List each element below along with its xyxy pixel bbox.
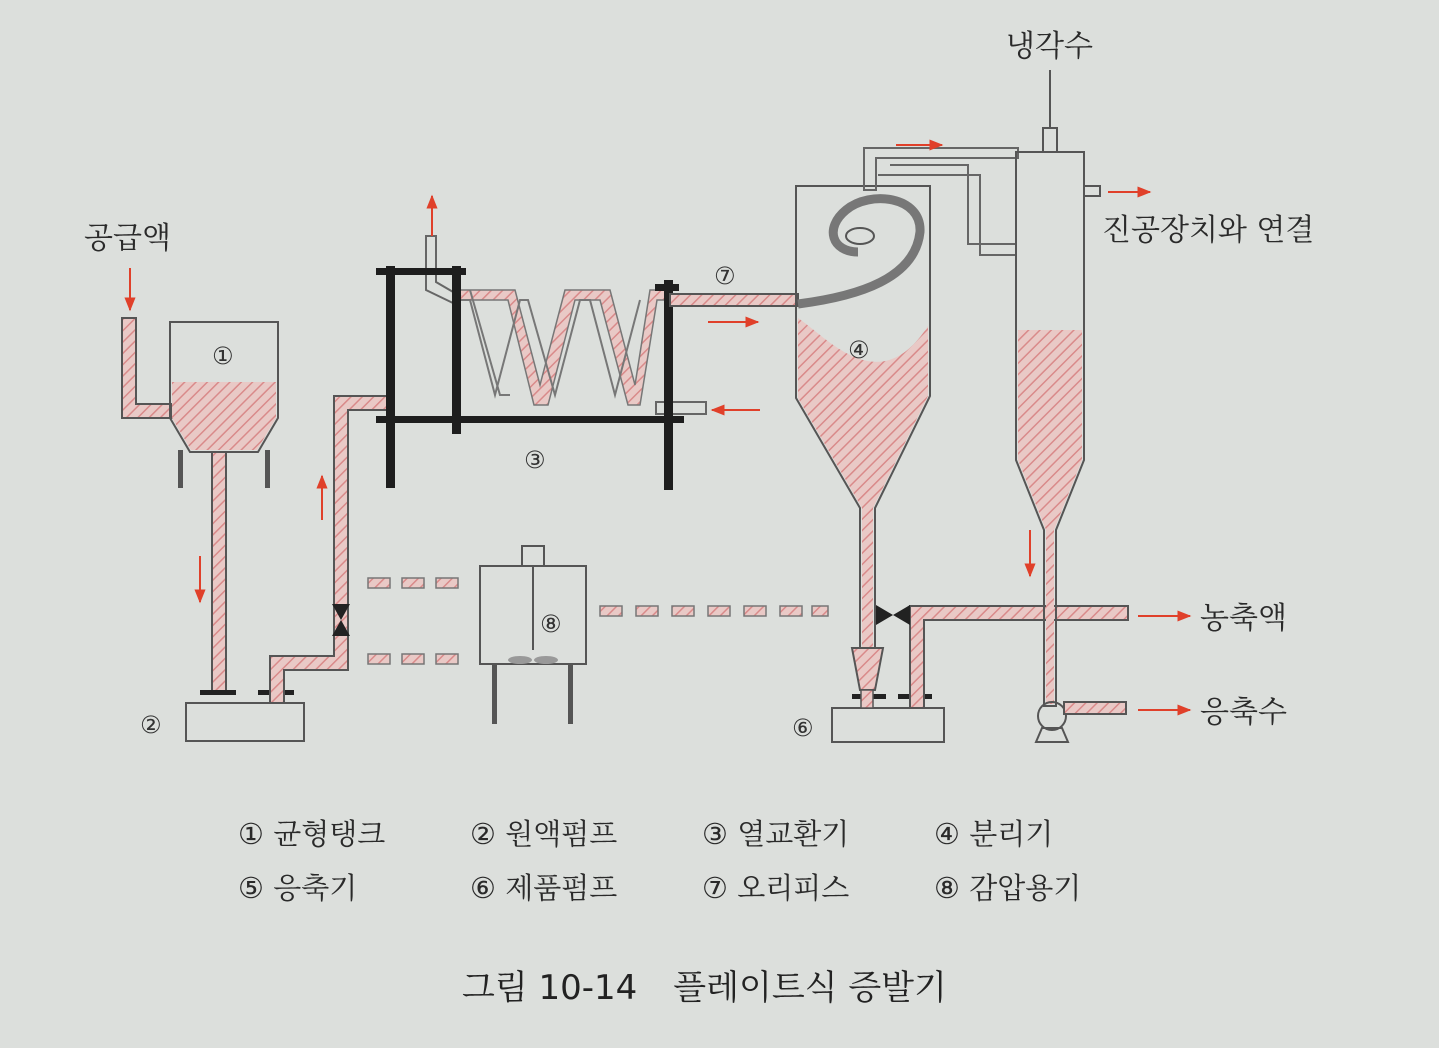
- legend-item: ⑥ 제품펌프: [470, 871, 618, 905]
- separator-outlet: [852, 648, 883, 690]
- tank-leg: [178, 450, 183, 488]
- frame-bar: [655, 284, 679, 291]
- concentrate-pipe: [910, 606, 1128, 708]
- frame-post: [664, 280, 673, 490]
- cooling-water-inlet: [1043, 128, 1057, 152]
- figure-caption: [462, 960, 983, 1009]
- vessel-leg: [492, 664, 497, 724]
- heating-inlet-pipe: [656, 402, 706, 414]
- condenser: [1016, 70, 1126, 742]
- label-cooling-water: 냉각수: [1006, 29, 1093, 64]
- vacuum-connection: [1084, 186, 1100, 196]
- pump-inlet: [861, 690, 873, 708]
- feed-inlet-pipe: [122, 318, 172, 418]
- pump-flange: [200, 690, 236, 695]
- dashed-lines: [368, 578, 828, 664]
- marker-1: ①: [212, 342, 234, 370]
- legend-item: ⑦ 오리피스: [702, 871, 850, 905]
- tangential-inlet: [798, 199, 920, 304]
- orifice-pipe: [670, 294, 798, 306]
- figure-number: 그림 10-14: [462, 968, 638, 1008]
- legend-row: [238, 812, 1166, 853]
- frame-post: [452, 266, 461, 434]
- product-pump-body: [832, 708, 944, 742]
- marker-7: ⑦: [714, 262, 736, 290]
- marker-8: ⑧: [540, 610, 562, 638]
- frame-post: [386, 266, 395, 488]
- legend-item: ⑧ 감압용기: [934, 871, 1082, 905]
- tank-liquid: [172, 382, 276, 450]
- label-vacuum: 진공장치와 연결: [1102, 213, 1315, 248]
- agitator-blade: [508, 656, 532, 664]
- condensate-pipe: [1064, 702, 1126, 714]
- frame-bar: [376, 268, 466, 275]
- condenser-liquid: [1018, 330, 1082, 704]
- legend-item: ③ 열교환기: [702, 817, 850, 851]
- marker-3: ③: [524, 446, 546, 474]
- agitator-blade: [534, 656, 558, 664]
- legend-item: ④ 분리기: [934, 817, 1054, 851]
- tank-leg: [265, 450, 270, 488]
- figure-title: 플레이트식 증발기: [673, 968, 947, 1008]
- legend-item: ② 원액펌프: [470, 817, 618, 851]
- feed-pump-body: [186, 703, 304, 741]
- legend-row: [238, 866, 1166, 907]
- legend-item: ⑤ 응축기: [238, 871, 358, 905]
- spiral-core: [846, 228, 874, 244]
- frame-bar: [376, 416, 684, 423]
- legend-item: ① 균형탱크: [238, 817, 386, 851]
- label-condensate: 응축수: [1200, 695, 1287, 730]
- tank-outlet-pipe: [212, 452, 226, 694]
- vessel-motor: [522, 546, 544, 566]
- marker-2: ②: [140, 711, 162, 739]
- vacuum-vessel: [368, 546, 828, 724]
- product-valve: [876, 605, 910, 625]
- vapor-pipe: [864, 148, 1018, 190]
- label-feed: 공급액: [84, 221, 171, 256]
- vessel-leg: [568, 664, 573, 724]
- balance-tank: [122, 318, 278, 694]
- marker-6: ⑥: [792, 714, 814, 742]
- marker-4: ④: [848, 336, 870, 364]
- label-concentrate: 농축액: [1200, 601, 1287, 636]
